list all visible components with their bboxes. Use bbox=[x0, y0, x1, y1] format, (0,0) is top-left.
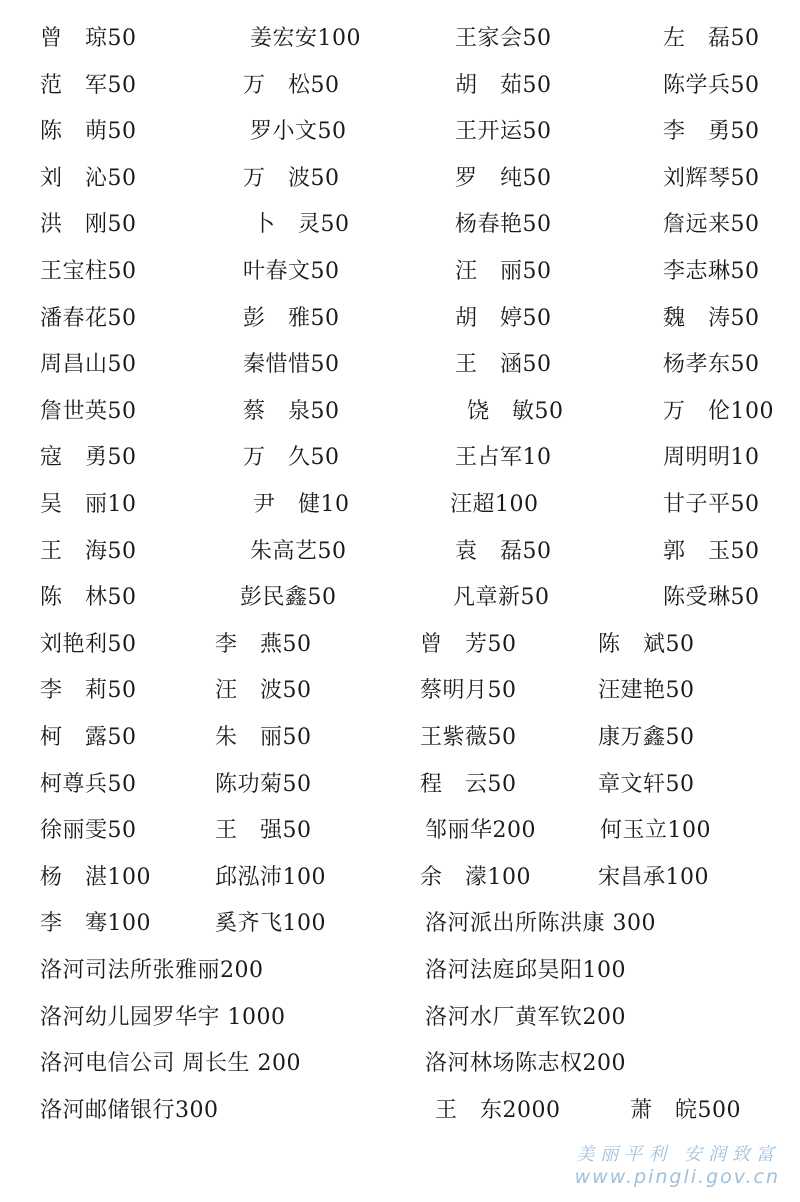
donation-row bbox=[0, 156, 800, 202]
donor-entry: 彭 雅50 bbox=[243, 305, 340, 331]
donor-entry: 卜 灵50 bbox=[253, 212, 350, 238]
donor-entry: 王家会50 bbox=[455, 26, 552, 51]
donor-entry: 魏 涛50 bbox=[663, 305, 760, 331]
donor-entry: 叶春文50 bbox=[243, 259, 340, 284]
donation-row bbox=[0, 715, 800, 761]
donation-row bbox=[0, 575, 800, 621]
donor-entry: 姜宏安100 bbox=[250, 26, 361, 51]
donor-entry: 凡章新50 bbox=[453, 585, 550, 611]
donor-entry: 王占军10 bbox=[455, 445, 552, 471]
donor-entry: 李志琳50 bbox=[663, 259, 760, 284]
donation-row bbox=[0, 16, 800, 62]
donor-entry: 洛河邮储银行300 bbox=[40, 1097, 219, 1123]
donor-entry: 刘艳利50 bbox=[40, 631, 137, 657]
donation-row bbox=[0, 389, 800, 435]
donor-entry: 王 东2000 bbox=[435, 1097, 561, 1123]
donor-entry: 潘春花50 bbox=[40, 305, 137, 331]
donor-entry: 秦惜惜50 bbox=[243, 352, 340, 378]
donor-entry: 刘辉琴50 bbox=[663, 165, 760, 191]
donor-entry: 李 骞100 bbox=[40, 911, 151, 937]
donor-entry: 甘子平50 bbox=[663, 492, 760, 517]
donor-entry: 陈受琳50 bbox=[663, 585, 760, 611]
donor-entry: 王紫薇50 bbox=[420, 725, 517, 750]
donor-entry: 康万鑫50 bbox=[598, 725, 695, 750]
donor-entry: 陈 林50 bbox=[40, 585, 137, 611]
donor-entry: 蔡明月50 bbox=[420, 678, 517, 704]
donor-entry: 周明明10 bbox=[663, 445, 760, 471]
donor-entry: 王 涵50 bbox=[455, 352, 552, 378]
donation-row bbox=[0, 808, 800, 854]
donor-entry: 周昌山50 bbox=[40, 352, 137, 378]
donor-entry: 汪建艳50 bbox=[598, 678, 695, 704]
donor-entry: 洛河司法所张雅丽200 bbox=[40, 958, 264, 983]
donor-entry: 萧 皖500 bbox=[630, 1097, 741, 1123]
donation-row bbox=[0, 948, 800, 994]
donor-entry: 王 海50 bbox=[40, 538, 137, 564]
donation-row bbox=[0, 622, 800, 668]
donor-entry: 洛河派出所陈洪康 300 bbox=[425, 911, 656, 937]
donor-entry: 胡 茹50 bbox=[455, 72, 552, 98]
donation-row bbox=[0, 529, 800, 575]
donation-row bbox=[0, 249, 800, 295]
donor-entry: 杨 湛100 bbox=[40, 864, 151, 890]
donor-entry: 洪 刚50 bbox=[40, 212, 137, 238]
donor-entry: 洛河林场陈志权200 bbox=[425, 1051, 626, 1077]
donor-entry: 洛河水厂黄军钦200 bbox=[425, 1004, 626, 1030]
donation-row bbox=[0, 995, 800, 1041]
donor-entry: 寇 勇50 bbox=[40, 445, 137, 471]
donation-row bbox=[0, 296, 800, 342]
donor-entry: 蔡 泉50 bbox=[243, 398, 340, 424]
donation-row bbox=[0, 1041, 800, 1087]
donor-entry: 汪超100 bbox=[450, 492, 539, 517]
donor-entry: 洛河电信公司 周长生 200 bbox=[40, 1051, 301, 1077]
donation-row bbox=[0, 342, 800, 388]
watermark-url: www.pingli.gov.cn bbox=[574, 1166, 780, 1188]
donor-entry: 罗小文50 bbox=[250, 119, 347, 145]
donor-entry: 奚齐飞100 bbox=[215, 911, 326, 937]
donor-entry: 邱泓沛100 bbox=[215, 864, 326, 890]
donor-entry: 万 久50 bbox=[243, 445, 340, 471]
donation-row bbox=[0, 901, 800, 947]
donor-entry: 曾 芳50 bbox=[420, 631, 517, 657]
donor-entry: 徐丽雯50 bbox=[40, 818, 137, 844]
donor-entry: 袁 磊50 bbox=[455, 538, 552, 564]
donor-entry: 李 勇50 bbox=[663, 119, 760, 145]
donor-entry: 陈 萌50 bbox=[40, 119, 137, 145]
donor-entry: 陈功菊50 bbox=[215, 771, 312, 797]
watermark-slogan: 美丽平利 安润致富 bbox=[576, 1144, 780, 1165]
donor-entry: 柯 露50 bbox=[40, 725, 137, 750]
donor-entry: 宋昌承100 bbox=[598, 864, 709, 890]
donor-entry: 王开运50 bbox=[455, 119, 552, 145]
donation-row bbox=[0, 482, 800, 528]
donor-entry: 饶 敏50 bbox=[467, 398, 564, 424]
donation-row bbox=[0, 63, 800, 109]
donor-entry: 邹丽华200 bbox=[425, 818, 536, 844]
donor-entry: 朱高艺50 bbox=[250, 538, 347, 564]
donor-entry: 詹远来50 bbox=[663, 212, 760, 238]
donor-entry: 尹 健10 bbox=[253, 492, 350, 517]
donation-row bbox=[0, 435, 800, 481]
donor-entry: 李 燕50 bbox=[215, 631, 312, 657]
site-watermark bbox=[575, 1140, 780, 1188]
donor-entry: 李 莉50 bbox=[40, 678, 137, 704]
donor-entry: 左 磊50 bbox=[663, 26, 760, 51]
donor-entry: 罗 纯50 bbox=[455, 165, 552, 191]
donor-entry: 何玉立100 bbox=[600, 818, 711, 844]
donor-entry: 柯尊兵50 bbox=[40, 771, 137, 797]
donor-entry: 洛河法庭邱昊阳100 bbox=[425, 958, 626, 983]
donor-entry: 洛河幼儿园罗华宇 1000 bbox=[40, 1004, 286, 1030]
donor-entry: 王 强50 bbox=[215, 818, 312, 844]
donor-entry: 程 云50 bbox=[420, 771, 517, 797]
donor-entry: 杨孝东50 bbox=[663, 352, 760, 378]
donor-entry: 朱 丽50 bbox=[215, 725, 312, 750]
donor-entry: 刘 沁50 bbox=[40, 165, 137, 191]
donation-row bbox=[0, 855, 800, 901]
donation-row bbox=[0, 668, 800, 714]
donation-row bbox=[0, 109, 800, 155]
donation-row bbox=[0, 202, 800, 248]
donor-entry: 胡 婷50 bbox=[455, 305, 552, 331]
donation-row bbox=[0, 1088, 800, 1134]
donor-entry: 陈 斌50 bbox=[598, 631, 695, 657]
donor-entry: 万 波50 bbox=[243, 165, 340, 191]
donor-entry: 范 军50 bbox=[40, 72, 137, 98]
donor-entry: 曾 琼50 bbox=[40, 26, 137, 51]
donor-entry: 汪 丽50 bbox=[455, 259, 552, 284]
donor-entry: 詹世英50 bbox=[40, 398, 137, 424]
donor-entry: 吴 丽10 bbox=[40, 492, 137, 517]
donor-entry: 万 伦100 bbox=[663, 398, 774, 424]
donor-entry: 万 松50 bbox=[243, 72, 340, 98]
donor-entry: 汪 波50 bbox=[215, 678, 312, 704]
donor-entry: 郭 玉50 bbox=[663, 538, 760, 564]
donor-entry: 余 濛100 bbox=[420, 864, 531, 890]
donor-entry: 章文轩50 bbox=[598, 771, 695, 797]
donor-entry: 陈学兵50 bbox=[663, 72, 760, 98]
donation-row bbox=[0, 762, 800, 808]
donor-entry: 王宝柱50 bbox=[40, 259, 137, 284]
donor-entry: 彭民鑫50 bbox=[240, 585, 337, 611]
donor-entry: 杨春艳50 bbox=[455, 212, 552, 238]
